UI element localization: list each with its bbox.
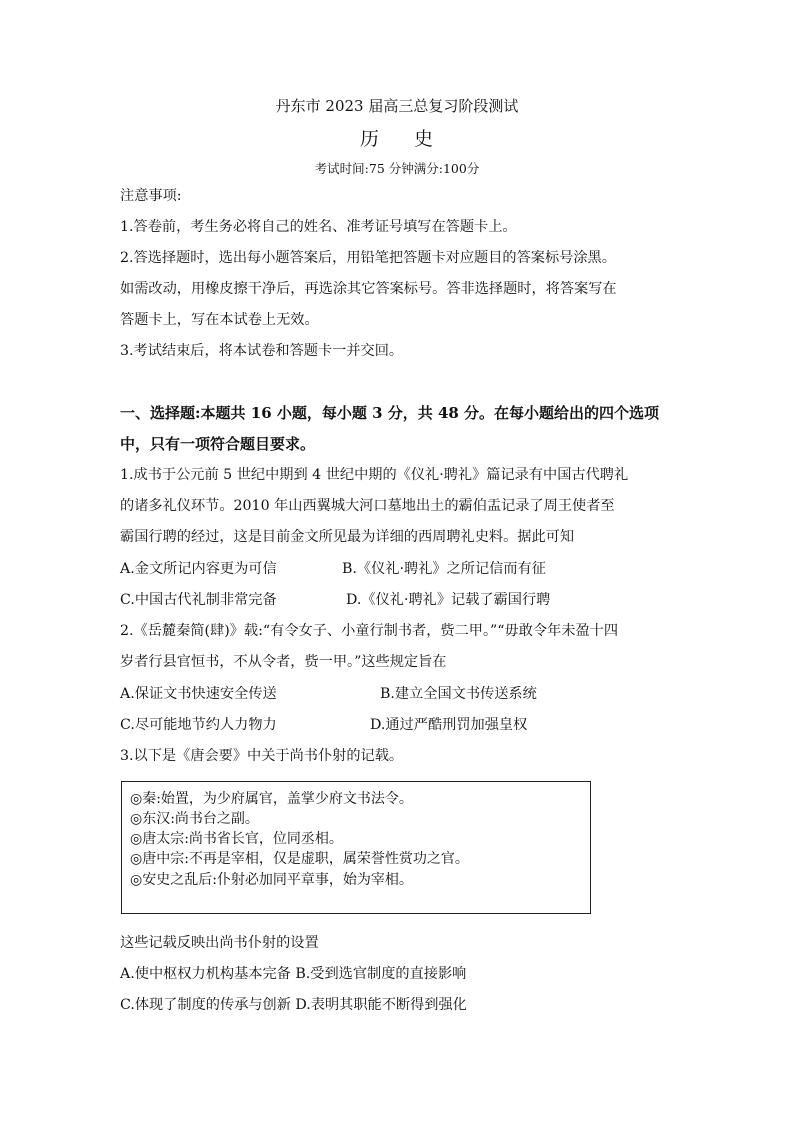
- q1-option-a: A.金文所记内容更为可信: [120, 561, 277, 577]
- q2-stem-line-2: 岁者行县官恒书，不从令者，赀一甲。”这些规定旨在: [120, 654, 447, 670]
- exam-time-score: 考试时间:75 分钟满分:100分: [314, 161, 480, 176]
- q2-option-b: B.建立全国文书传送系统: [380, 686, 537, 702]
- q3-quote-line-1: ◎秦:始置，为少府属官，盖掌少府文书法令。: [130, 791, 413, 807]
- subject-char-2: 史: [414, 128, 435, 150]
- q3-options-ab: A.使中枢权力机构基本完备 B.受到选官制度的直接影响: [120, 966, 467, 982]
- q3-question: 这些记载反映出尚书仆射的设置: [120, 935, 319, 951]
- q2-stem-line-1: 2.《岳麓秦简(肆)》载:“有令女子、小童行制书者，赀二甲。”“毋敢令年未盈十四: [120, 623, 619, 639]
- q1-option-d: D.《仪礼·聘礼》记载了霸国行聘: [346, 592, 551, 608]
- q1-option-c: C.中国古代礼制非常完备: [120, 592, 277, 608]
- q3-options-cd: C.体现了制度的传承与创新 D.表明其职能不断得到强化: [120, 997, 467, 1013]
- q1-stem-line-2: 的诸多礼仪环节。2010 年山西翼城大河口墓地出土的霸伯盂记录了周王使者至: [120, 498, 615, 514]
- notice-line-1: 1.答卷前，考生务必将自己的姓名、准考证号填写在答题卡上。: [120, 219, 517, 235]
- exam-title: 丹东市 2023 届高三总复习阶段测试: [275, 97, 519, 115]
- section-heading-line-2: 中，只有一项符合题目要求。: [120, 435, 316, 453]
- notice-line-4: 答题卡上，写在本试卷上无效。: [120, 312, 319, 328]
- q3-quote-line-2: ◎东汉:尚书台之副。: [130, 811, 259, 827]
- notice-line-5: 3.考试结束后，将本试卷和答题卡一并交回。: [120, 343, 404, 359]
- notice-heading: 注意事项:: [120, 188, 182, 204]
- q1-stem-line-1: 1.成书于公元前 5 世纪中期到 4 世纪中期的《仪礼·聘礼》篇记录有中国古代聘礼: [120, 467, 629, 483]
- q1-stem-line-3: 霸国行聘的经过，这是目前金文所见最为详细的西周聘礼史料。据此可知: [120, 529, 575, 545]
- q2-option-a: A.保证文书快速安全传送: [120, 686, 277, 702]
- notice-line-3: 如需改动，用橡皮擦干净后，再选涂其它答案标号。答非选择题时，将答案写在: [120, 281, 617, 297]
- q3-quote-line-3: ◎唐太宗:尚书省长官，位同丞相。: [130, 831, 343, 847]
- notice-line-2: 2.答选择题时，选出每小题答案后，用铅笔把答题卡对应题目的答案标号涂黑。: [120, 250, 616, 266]
- q3-quote-box: [121, 781, 591, 914]
- subject-heading: [0, 126, 794, 152]
- q2-option-d: D.通过严酷刑罚加强皇权: [370, 717, 528, 733]
- subject-char-1: 历: [359, 128, 380, 150]
- q3-stem: 3.以下是《唐会要》中关于尚书仆射的记载。: [120, 748, 404, 764]
- q1-option-b: B.《仪礼·聘礼》之所记信而有征: [342, 561, 546, 577]
- q3-quote-line-5: ◎安史之乱后:仆射必加同平章事，始为宰相。: [130, 872, 413, 888]
- section-heading-line-1: 一、选择题:本题共 16 小题，每小题 3 分，共 48 分。在每小题给出的四个选项: [120, 404, 660, 422]
- q3-quote-line-4: ◎唐中宗:不再是宰相，仅是虚职，属荣誉性赏功之官。: [130, 851, 469, 867]
- q2-option-c: C.尽可能地节约人力物力: [120, 717, 277, 733]
